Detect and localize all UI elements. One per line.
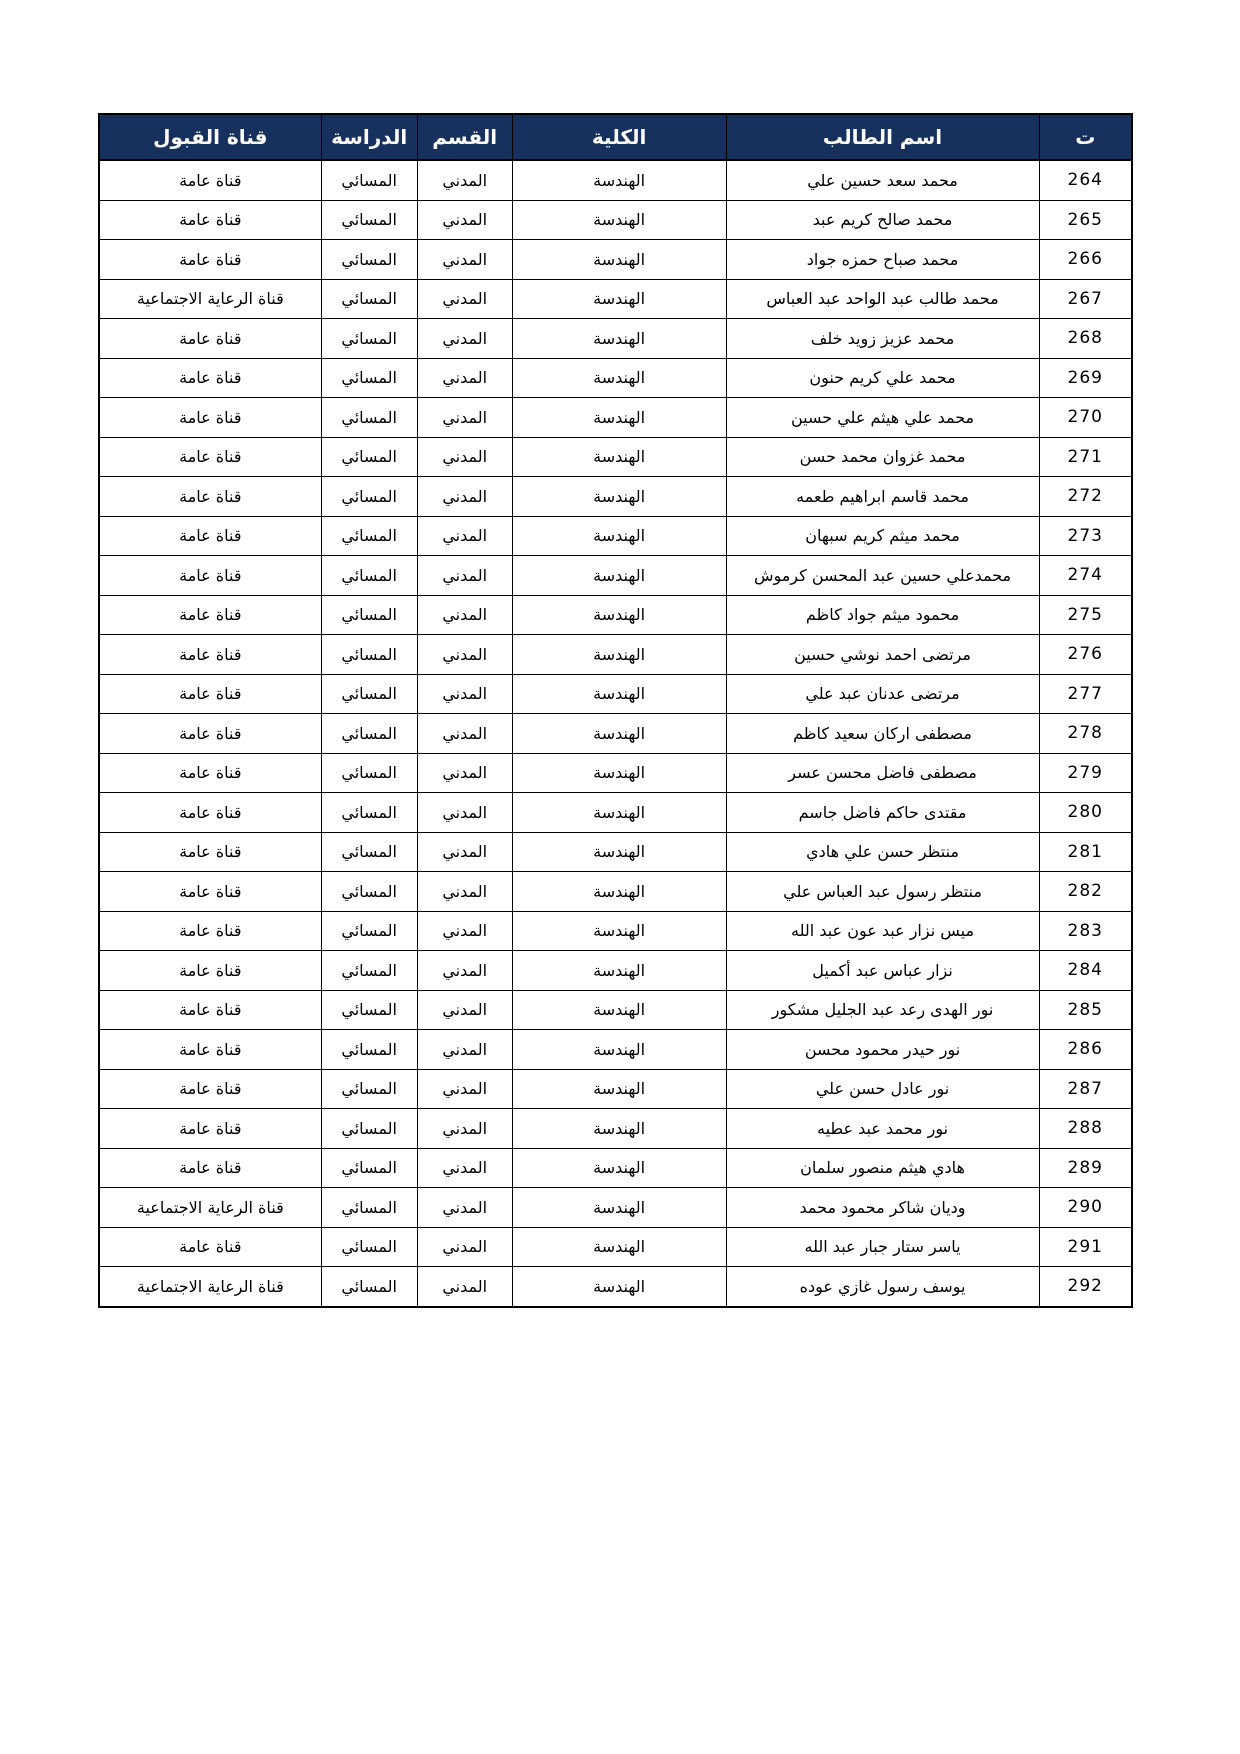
cell-dept: المدني (417, 793, 512, 833)
table-header (99, 114, 1132, 160)
cell-college: الهندسة (512, 793, 726, 833)
table-row (99, 1030, 1132, 1070)
table-row (99, 279, 1132, 319)
cell-name: محمد صباح حمزه جواد (726, 240, 1039, 280)
cell-name: منتظر حسن علي هادي (726, 832, 1039, 872)
cell-dept: المدني (417, 160, 512, 200)
table-row (99, 793, 1132, 833)
cell-no: 269 (1039, 358, 1132, 398)
cell-no: 275 (1039, 595, 1132, 635)
student-admission-table (98, 113, 1133, 1308)
cell-dept: المدني (417, 911, 512, 951)
cell-name: مرتضى احمد نوشي حسين (726, 635, 1039, 675)
cell-no: 291 (1039, 1227, 1132, 1267)
cell-name: يوسف رسول غازي عوده (726, 1267, 1039, 1307)
cell-name: محمدعلي حسين عبد المحسن كرموش (726, 556, 1039, 596)
table-row (99, 556, 1132, 596)
cell-name: ميس نزار عبد عون عبد الله (726, 911, 1039, 951)
cell-no: 289 (1039, 1148, 1132, 1188)
table-row (99, 1069, 1132, 1109)
cell-dept: المدني (417, 951, 512, 991)
table-row (99, 516, 1132, 556)
table-row (99, 674, 1132, 714)
table-row (99, 911, 1132, 951)
cell-channel: قناة عامة (99, 240, 321, 280)
table-row (99, 714, 1132, 754)
cell-study: المسائي (321, 1267, 417, 1307)
table-body (99, 160, 1132, 1307)
table-row (99, 951, 1132, 991)
cell-dept: المدني (417, 516, 512, 556)
cell-dept: المدني (417, 595, 512, 635)
cell-college: الهندسة (512, 990, 726, 1030)
cell-dept: المدني (417, 1030, 512, 1070)
cell-no: 278 (1039, 714, 1132, 754)
cell-no: 265 (1039, 200, 1132, 240)
cell-name: محمد علي كريم حنون (726, 358, 1039, 398)
cell-dept: المدني (417, 872, 512, 912)
table-row (99, 753, 1132, 793)
cell-college: الهندسة (512, 1148, 726, 1188)
cell-study: المسائي (321, 556, 417, 596)
cell-name: نور حيدر محمود محسن (726, 1030, 1039, 1070)
cell-study: المسائي (321, 398, 417, 438)
cell-name: نور عادل حسن علي (726, 1069, 1039, 1109)
cell-no: 290 (1039, 1188, 1132, 1228)
cell-channel: قناة عامة (99, 200, 321, 240)
table-row (99, 240, 1132, 280)
cell-college: الهندسة (512, 516, 726, 556)
cell-channel: قناة عامة (99, 1109, 321, 1149)
table-row (99, 1227, 1132, 1267)
cell-college: الهندسة (512, 240, 726, 280)
cell-name: وديان شاكر محمود محمد (726, 1188, 1039, 1228)
cell-college: الهندسة (512, 437, 726, 477)
cell-college: الهندسة (512, 1188, 726, 1228)
cell-college: الهندسة (512, 1109, 726, 1149)
cell-channel: قناة عامة (99, 319, 321, 359)
cell-college: الهندسة (512, 1227, 726, 1267)
cell-college: الهندسة (512, 398, 726, 438)
cell-college: الهندسة (512, 635, 726, 675)
cell-channel: قناة عامة (99, 674, 321, 714)
cell-name: هادي هيثم منصور سلمان (726, 1148, 1039, 1188)
table-row (99, 595, 1132, 635)
cell-channel: قناة عامة (99, 753, 321, 793)
cell-channel: قناة عامة (99, 516, 321, 556)
cell-study: المسائي (321, 477, 417, 517)
cell-college: الهندسة (512, 872, 726, 912)
cell-college: الهندسة (512, 279, 726, 319)
table-row (99, 200, 1132, 240)
cell-channel: قناة عامة (99, 160, 321, 200)
cell-study: المسائي (321, 1188, 417, 1228)
column-header-name: اسم الطالب (726, 114, 1039, 160)
cell-no: 282 (1039, 872, 1132, 912)
cell-study: المسائي (321, 674, 417, 714)
cell-dept: المدني (417, 1267, 512, 1307)
cell-dept: المدني (417, 1188, 512, 1228)
cell-channel: قناة عامة (99, 635, 321, 675)
cell-study: المسائي (321, 753, 417, 793)
cell-college: الهندسة (512, 477, 726, 517)
cell-no: 292 (1039, 1267, 1132, 1307)
cell-dept: المدني (417, 279, 512, 319)
table-row (99, 1148, 1132, 1188)
cell-no: 268 (1039, 319, 1132, 359)
table-row (99, 398, 1132, 438)
cell-no: 272 (1039, 477, 1132, 517)
table-row (99, 1109, 1132, 1149)
cell-name: مصطفى اركان سعيد كاظم (726, 714, 1039, 754)
table-row (99, 872, 1132, 912)
cell-channel: قناة عامة (99, 832, 321, 872)
cell-college: الهندسة (512, 911, 726, 951)
cell-dept: المدني (417, 674, 512, 714)
cell-no: 281 (1039, 832, 1132, 872)
cell-name: محمد عزيز زويد خلف (726, 319, 1039, 359)
cell-college: الهندسة (512, 160, 726, 200)
cell-name: محمد علي هيثم علي حسين (726, 398, 1039, 438)
cell-dept: المدني (417, 714, 512, 754)
table-row (99, 635, 1132, 675)
cell-college: الهندسة (512, 832, 726, 872)
cell-dept: المدني (417, 200, 512, 240)
cell-name: منتظر رسول عبد العباس علي (726, 872, 1039, 912)
cell-no: 266 (1039, 240, 1132, 280)
cell-study: المسائي (321, 635, 417, 675)
cell-college: الهندسة (512, 556, 726, 596)
cell-study: المسائي (321, 1030, 417, 1070)
cell-no: 287 (1039, 1069, 1132, 1109)
table-row (99, 319, 1132, 359)
cell-name: ياسر ستار جبار عبد الله (726, 1227, 1039, 1267)
cell-channel: قناة الرعاية الاجتماعية (99, 1267, 321, 1307)
cell-college: الهندسة (512, 319, 726, 359)
cell-dept: المدني (417, 240, 512, 280)
cell-channel: قناة عامة (99, 477, 321, 517)
column-header-dept: القسم (417, 114, 512, 160)
cell-channel: قناة عامة (99, 1227, 321, 1267)
cell-study: المسائي (321, 358, 417, 398)
cell-no: 267 (1039, 279, 1132, 319)
cell-dept: المدني (417, 437, 512, 477)
cell-dept: المدني (417, 832, 512, 872)
cell-no: 288 (1039, 1109, 1132, 1149)
cell-study: المسائي (321, 319, 417, 359)
cell-no: 277 (1039, 674, 1132, 714)
cell-no: 274 (1039, 556, 1132, 596)
cell-no: 276 (1039, 635, 1132, 675)
cell-name: نور الهدى رعد عبد الجليل مشكور (726, 990, 1039, 1030)
cell-channel: قناة عامة (99, 556, 321, 596)
cell-name: محمد سعد حسين علي (726, 160, 1039, 200)
cell-study: المسائي (321, 437, 417, 477)
cell-channel: قناة عامة (99, 437, 321, 477)
cell-study: المسائي (321, 1227, 417, 1267)
cell-name: محمد قاسم ابراهيم طعمه (726, 477, 1039, 517)
column-header-no: ت (1039, 114, 1132, 160)
cell-study: المسائي (321, 595, 417, 635)
cell-name: محمد غزوان محمد حسن (726, 437, 1039, 477)
cell-no: 280 (1039, 793, 1132, 833)
cell-study: المسائي (321, 951, 417, 991)
cell-no: 279 (1039, 753, 1132, 793)
cell-no: 286 (1039, 1030, 1132, 1070)
cell-channel: قناة عامة (99, 990, 321, 1030)
table-row (99, 990, 1132, 1030)
cell-channel: قناة عامة (99, 872, 321, 912)
cell-channel: قناة عامة (99, 1148, 321, 1188)
cell-college: الهندسة (512, 595, 726, 635)
cell-dept: المدني (417, 556, 512, 596)
cell-study: المسائي (321, 1069, 417, 1109)
cell-dept: المدني (417, 358, 512, 398)
cell-study: المسائي (321, 279, 417, 319)
cell-name: محمود ميثم جواد كاظم (726, 595, 1039, 635)
table-header-row (99, 114, 1132, 160)
cell-college: الهندسة (512, 1030, 726, 1070)
cell-name: نزار عباس عبد أكميل (726, 951, 1039, 991)
cell-channel: قناة عامة (99, 595, 321, 635)
cell-study: المسائي (321, 1148, 417, 1188)
cell-dept: المدني (417, 990, 512, 1030)
cell-no: 283 (1039, 911, 1132, 951)
cell-channel: قناة عامة (99, 398, 321, 438)
table-row (99, 160, 1132, 200)
cell-study: المسائي (321, 793, 417, 833)
cell-name: مرتضى عدنان عبد علي (726, 674, 1039, 714)
cell-study: المسائي (321, 200, 417, 240)
cell-channel: قناة عامة (99, 951, 321, 991)
cell-channel: قناة عامة (99, 911, 321, 951)
cell-no: 271 (1039, 437, 1132, 477)
cell-channel: قناة عامة (99, 793, 321, 833)
table-row (99, 1267, 1132, 1307)
cell-no: 264 (1039, 160, 1132, 200)
table-row (99, 832, 1132, 872)
column-header-study: الدراسة (321, 114, 417, 160)
cell-dept: المدني (417, 753, 512, 793)
cell-college: الهندسة (512, 753, 726, 793)
cell-dept: المدني (417, 319, 512, 359)
cell-study: المسائي (321, 516, 417, 556)
cell-no: 270 (1039, 398, 1132, 438)
cell-name: نور محمد عبد عطيه (726, 1109, 1039, 1149)
cell-study: المسائي (321, 160, 417, 200)
cell-name: محمد صالح كريم عبد (726, 200, 1039, 240)
cell-channel: قناة الرعاية الاجتماعية (99, 279, 321, 319)
cell-dept: المدني (417, 1227, 512, 1267)
cell-dept: المدني (417, 1148, 512, 1188)
cell-college: الهندسة (512, 1069, 726, 1109)
cell-name: محمد ميثم كريم سبهان (726, 516, 1039, 556)
cell-dept: المدني (417, 1109, 512, 1149)
cell-college: الهندسة (512, 200, 726, 240)
cell-dept: المدني (417, 477, 512, 517)
cell-college: الهندسة (512, 951, 726, 991)
column-header-college: الكلية (512, 114, 726, 160)
cell-study: المسائي (321, 872, 417, 912)
cell-channel: قناة عامة (99, 714, 321, 754)
table-row (99, 1188, 1132, 1228)
cell-name: محمد طالب عبد الواحد عبد العباس (726, 279, 1039, 319)
table-row (99, 477, 1132, 517)
cell-college: الهندسة (512, 674, 726, 714)
cell-study: المسائي (321, 990, 417, 1030)
cell-channel: قناة عامة (99, 358, 321, 398)
cell-college: الهندسة (512, 1267, 726, 1307)
cell-dept: المدني (417, 635, 512, 675)
cell-no: 273 (1039, 516, 1132, 556)
cell-study: المسائي (321, 911, 417, 951)
cell-channel: قناة الرعاية الاجتماعية (99, 1188, 321, 1228)
column-header-channel: قناة القبول (99, 114, 321, 160)
cell-dept: المدني (417, 1069, 512, 1109)
cell-college: الهندسة (512, 714, 726, 754)
cell-study: المسائي (321, 240, 417, 280)
cell-no: 285 (1039, 990, 1132, 1030)
table-row (99, 358, 1132, 398)
cell-name: مقتدى حاكم فاضل جاسم (726, 793, 1039, 833)
cell-channel: قناة عامة (99, 1030, 321, 1070)
cell-study: المسائي (321, 1109, 417, 1149)
cell-name: مصطفى فاضل محسن عسر (726, 753, 1039, 793)
cell-no: 284 (1039, 951, 1132, 991)
cell-college: الهندسة (512, 358, 726, 398)
cell-study: المسائي (321, 714, 417, 754)
cell-study: المسائي (321, 832, 417, 872)
cell-channel: قناة عامة (99, 1069, 321, 1109)
cell-dept: المدني (417, 398, 512, 438)
table-row (99, 437, 1132, 477)
